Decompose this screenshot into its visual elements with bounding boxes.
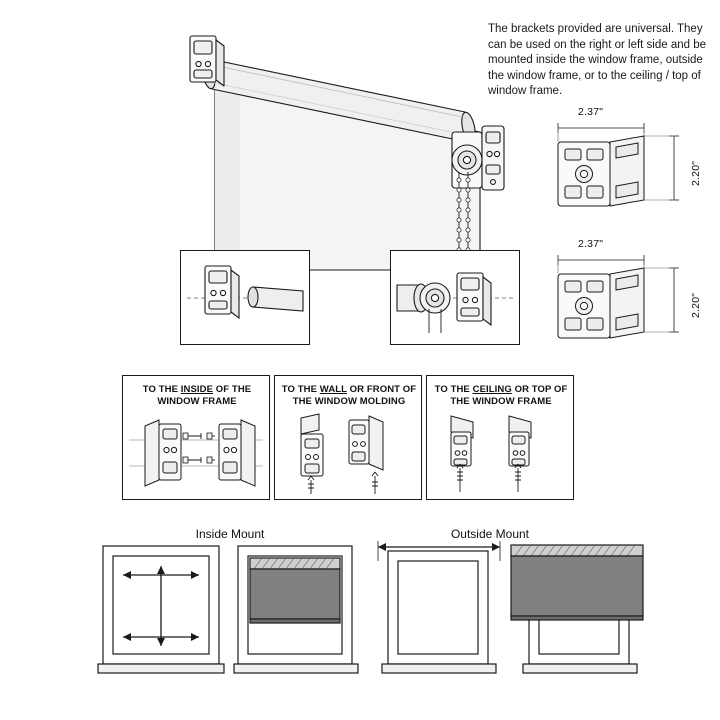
bracket-top-width-label: 2.37"	[578, 106, 604, 118]
caption-line2: THE WINDOW FRAME	[450, 396, 552, 407]
mount-panel-inside	[122, 375, 270, 500]
caption-line1-post: OF THE	[213, 384, 252, 395]
caption-line1-underline: WALL	[319, 384, 347, 395]
outside-mount-title: Outside Mount	[450, 527, 530, 541]
caption-line2: WINDOW FRAME	[157, 396, 237, 407]
mount-panel-ceiling	[426, 375, 574, 500]
caption-line1-underline: INSIDE	[180, 384, 214, 395]
detail-callout-left	[180, 250, 310, 345]
caption-line1-post: OR FRONT OF	[346, 384, 417, 395]
caption-line2: THE WINDOW MOLDING	[292, 396, 406, 407]
caption-line1-pre: TO THE	[142, 384, 181, 395]
mount-panel-inside-caption	[123, 384, 271, 408]
caption-line1-pre: TO THE	[281, 384, 320, 395]
outside-mount-installed-diagram	[505, 535, 655, 680]
intro-paragraph: The brackets provided are universal. They can be used on the right or left side and be mounted inside the window frame, outside the window frame, or to the ceiling / top of window frame.	[488, 23, 707, 97]
bracket-dimension-top	[548, 106, 708, 218]
bracket-bottom-height-label: 2.20"	[690, 292, 702, 318]
inside-mount-installed-diagram	[232, 540, 367, 680]
inside-mount-title: Inside Mount	[195, 527, 265, 541]
mount-panel-wall-caption	[275, 384, 423, 408]
mount-panel-wall	[274, 375, 422, 500]
caption-line1-pre: TO THE	[434, 384, 473, 395]
bracket-bottom-width-label: 2.37"	[578, 238, 604, 250]
bracket-dimension-bottom	[548, 238, 708, 350]
detail-callout-right	[390, 250, 520, 345]
bracket-top-height-label: 2.20"	[690, 160, 702, 186]
caption-line1-underline: CEILING	[472, 384, 512, 395]
mount-panel-ceiling-caption	[427, 384, 575, 408]
caption-line1-post: OR TOP OF	[511, 384, 568, 395]
inside-mount-measure-diagram	[95, 540, 235, 680]
outside-mount-measure-diagram	[370, 535, 510, 680]
